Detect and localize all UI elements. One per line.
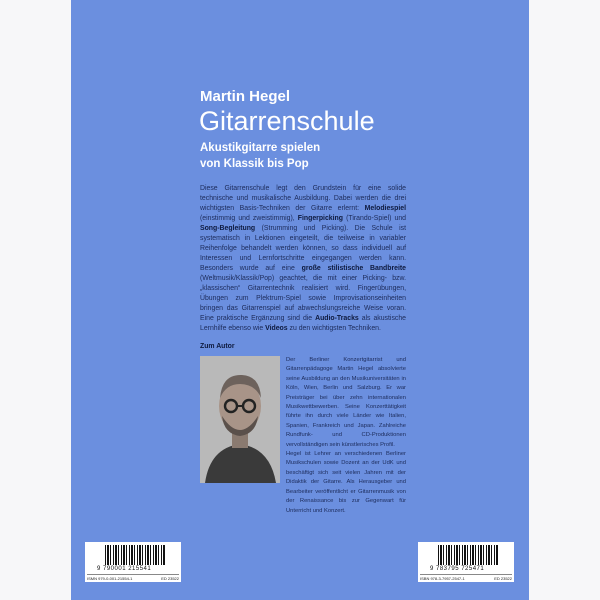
description-emphasis: große stilistische Bandbreite [301, 265, 406, 272]
barcode-isbn: ISBN 978-3-7957-2547-1 [420, 576, 465, 581]
book-title: Gitarrenschule [199, 106, 375, 136]
description-segment: (Weltmusik/Klassik/Pop) geachtet, die mit einer Picking- bzw. „klassischen“ Gitarrentechnik realisiert wird. Fingerübungen, Übungen zum Plektrum-Spiel sowie Improvisationseinheiten bringen das Gitarrenspiel auf abwechslungsreiche Weise voran. Eine praktische Ergänzung sind die [200, 275, 406, 322]
subtitle-line: von Klassik bis Pop [200, 158, 309, 170]
about-author-section [200, 356, 406, 516]
description-segment: (Tirando-Spiel) und [342, 215, 406, 222]
barcode-isbn: ISMN 979-0-001-21554-1 [87, 576, 133, 581]
subtitle-line: Akustikgitarre spielen [200, 142, 321, 154]
description-emphasis: Audio-Tracks [315, 315, 359, 322]
barcode-edition: ED 23522 [494, 576, 512, 581]
barcode-edition: ED 23522 [161, 576, 179, 581]
barcode-number: 9 783795 725471 [430, 566, 485, 572]
barcode-isbn [418, 542, 514, 582]
barcode-number: 9 790001 215541 [97, 566, 152, 572]
content-column [200, 184, 406, 516]
description-emphasis: Videos [265, 325, 288, 332]
subtitle [200, 140, 320, 172]
description-segment: Diese Gitarrenschule legt den Grundstein für eine solide technische und musikalische Ausbildung. Dabei werden die drei wichtigsten Basis-Techniken der Gitarre erlernt: [200, 185, 406, 212]
description-segment: als akustische Lernhilfe ebenso wie [200, 315, 407, 332]
description-segment: zu den wichtigsten Techniken. [287, 325, 381, 332]
author-name: Martin Hegel [200, 88, 291, 105]
author-bio [286, 356, 406, 516]
bio-paragraph: Der Berliner Konzertgitarrist und Gitarrenpädagoge Martin Hegel absolvierte seine Ausbildung an den Musikuniversitäten in Köln, Wien, Berlin und Salzburg. Er war Preisträger bei über zehn internationalen Musikwettbewerben. Seine Konzerttätigkeit führte ihn durch viele Länder wie Italien, Spanien, Frankreich und Japan. Zahlreiche Rundfunk- und CD-Produktionen vervollständigen sein künstlerisches Profil. [286, 357, 406, 448]
description-segment: (Strumming und Picking). Die Schule ist systematisch in Lektionen eingeteilt, die teilweise in variabler Reihenfolge behandelt werden können, so dass individuell auf Interessen und Lernfortschritte eingegangen werden kann. Besonders wurde auf eine [200, 225, 406, 272]
barcode-ismn [85, 542, 181, 582]
description-emphasis: Song-Begleitung [200, 225, 256, 232]
description-segment: (einstimmig und zweistimmig), [200, 215, 298, 222]
description-text [200, 184, 406, 334]
barcode-bars [105, 545, 165, 565]
description-emphasis: Melodiespiel [364, 205, 406, 212]
author-photo [200, 356, 280, 483]
description-emphasis: Fingerpicking [297, 215, 343, 222]
about-author-heading: Zum Autor [200, 343, 235, 350]
barcode-bars [438, 545, 498, 565]
bio-paragraph: Hegel ist Lehrer an verschiedenen Berliner Musikschulen sowie Dozent an der UdK und beschäftigt sich seit vielen Jahren mit der Didaktik der Gitarre. Als Herausgeber und Bearbeiter veröffentlicht er Gitarrenmusik von der Renaissance bis zur Gegenwart für Unterricht und Konzert. [286, 451, 406, 514]
